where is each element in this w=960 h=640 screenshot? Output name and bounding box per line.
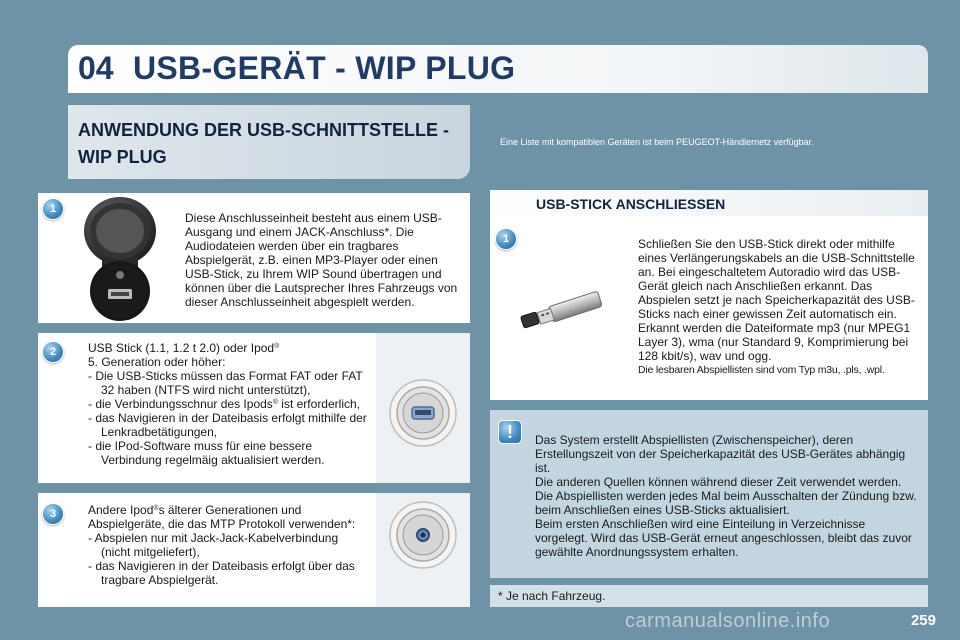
warning-text <box>535 433 921 559</box>
warning-badge: ! <box>498 420 522 444</box>
item1-text: Diese Anschlusseinheit besteht aus einem USB-Ausgang und einem JACK-Anschluss*. Die Audiodateien werden über ein tragbares Abspielgerät, z.B. einen MP3-Player oder einen USB-Stick, zu Ihrem WIP Sound übertragen und können über die Lautsprecher Ihres Fahrzeugs von dieser Anschlusseinheit abgespielt werden. <box>185 211 458 309</box>
wip-plug-socket-image <box>76 195 164 321</box>
warning-p3: Die Abspiellisten werden jedes Mal beim Ausschalten der Zündung bzw. beim Anschließen eines USB-Sticks aktualisiert. <box>535 489 917 517</box>
item2-line2: 5. Generation oder höher: <box>88 355 226 369</box>
item2-bullet3: - das Navigieren in der Dateibasis erfolgt mithilfe der Lenkradbetätigungen, <box>88 411 367 439</box>
item2-line1-sup: ® <box>274 343 280 350</box>
item2-bullet2-sup: ® <box>272 399 278 406</box>
item2-line1: USB Stick (1.1, 1.2 t 2.0) oder Ipod <box>88 341 275 355</box>
right-item1-text <box>638 237 922 377</box>
jack-port-icon <box>388 500 458 570</box>
right-item1-p1: Schließen Sie den USB-Stick direkt oder mithilfe eines Verlängerungskabels an die USB-Schnittstelle an. Bei eingeschaltetem Autoradio wird das USB-Gerät gleich nach Anschließen erkannt. Das Abspielen setzt je nach Speicherkapazität des USB-Sticks nach einer gewissen Zeit automatisch ein. <box>638 237 915 321</box>
right-item1-p3: Die lesbaren Abspiellisten sind vom Typ m3u, .pls, .wpl. <box>638 364 885 376</box>
warning-p4: Beim ersten Anschließen wird eine Einteilung in Verzeichnisse vorgelegt. Wird das USB-Gerät erneut angeschlossen, bleibt das zuvor gewählte Anordnungssystem erhalten. <box>535 517 912 559</box>
right-item1-p2: Erkannt werden die Dateiformate mp3 (nur MPEG1 Layer 3), wma (nur Standard 9, Komprimierung bei 128 kbit/s), wav und ogg. <box>638 321 911 363</box>
usb-port-icon <box>388 378 458 448</box>
jack-port-image <box>388 500 458 570</box>
item3-line1-a: Andere Ipod <box>88 503 154 517</box>
warning-p2: Die anderen Quellen können während dieser Zeit verwendet werden. <box>535 475 902 489</box>
item3-line1-b: s älterer Generationen und Abspielgeräte, die das MTP Protokoll verwenden*: <box>88 503 356 531</box>
page-title: USB-GERÄT - WIP PLUG <box>133 50 516 86</box>
watermark: carmanualsonline.info <box>625 610 831 632</box>
chapter-number: 04 <box>78 50 114 86</box>
item2-text <box>88 341 370 467</box>
right-item1-badge: 1 <box>495 228 517 250</box>
usb-port-image <box>388 378 458 448</box>
item1-badge: 1 <box>42 198 64 220</box>
item2-bullet4: - die IPod-Software muss für eine bessere Verbindung regelmäig aktualisiert werden. <box>88 439 325 467</box>
item3-text <box>88 503 370 587</box>
warning-p1: Das System erstellt Abspiellisten (Zwischenspeicher), deren Erstellungszeit von der Speicherkapazität des USB-Gerätes abhängig ist. <box>535 433 906 475</box>
wip-plug-socket-icon <box>76 195 164 321</box>
page-number: 259 <box>910 612 936 629</box>
item2-bullet1: - Die USB-Sticks müssen das Format FAT oder FAT 32 haben (NTFS wird nicht unterstützt), <box>88 369 363 397</box>
item2-bullet2-a: - die Verbindungsschnur des Ipods <box>88 397 273 411</box>
item3-bullet1: - Abspielen nur mit Jack-Jack-Kabelverbindung (nicht mitgeliefert), <box>88 531 339 559</box>
item3-badge: 3 <box>42 503 64 525</box>
footnote: * Je nach Fahrzeug. <box>498 589 606 603</box>
right-subtitle: USB-STICK ANSCHLIESSEN <box>536 196 726 212</box>
intro-note: Eine Liste mit kompatiblen Geräten ist beim PEUGEOT-Händlernetz verfügbar. <box>500 137 814 147</box>
usb-stick-icon <box>520 286 610 336</box>
item2-bullet2-b: ist erforderlich, <box>277 397 360 411</box>
item2-badge: 2 <box>42 341 64 363</box>
item3-line1-sup: ® <box>153 505 159 512</box>
item2-bullet2 <box>88 397 370 411</box>
item3-bullet2: - das Navigieren in der Dateibasis erfolgt über das tragbare Abspielgerät. <box>88 559 355 587</box>
usb-stick-image <box>520 286 610 336</box>
section-title: ANWENDUNG DER USB-SCHNITTSTELLE - WIP PLUG <box>78 120 449 167</box>
